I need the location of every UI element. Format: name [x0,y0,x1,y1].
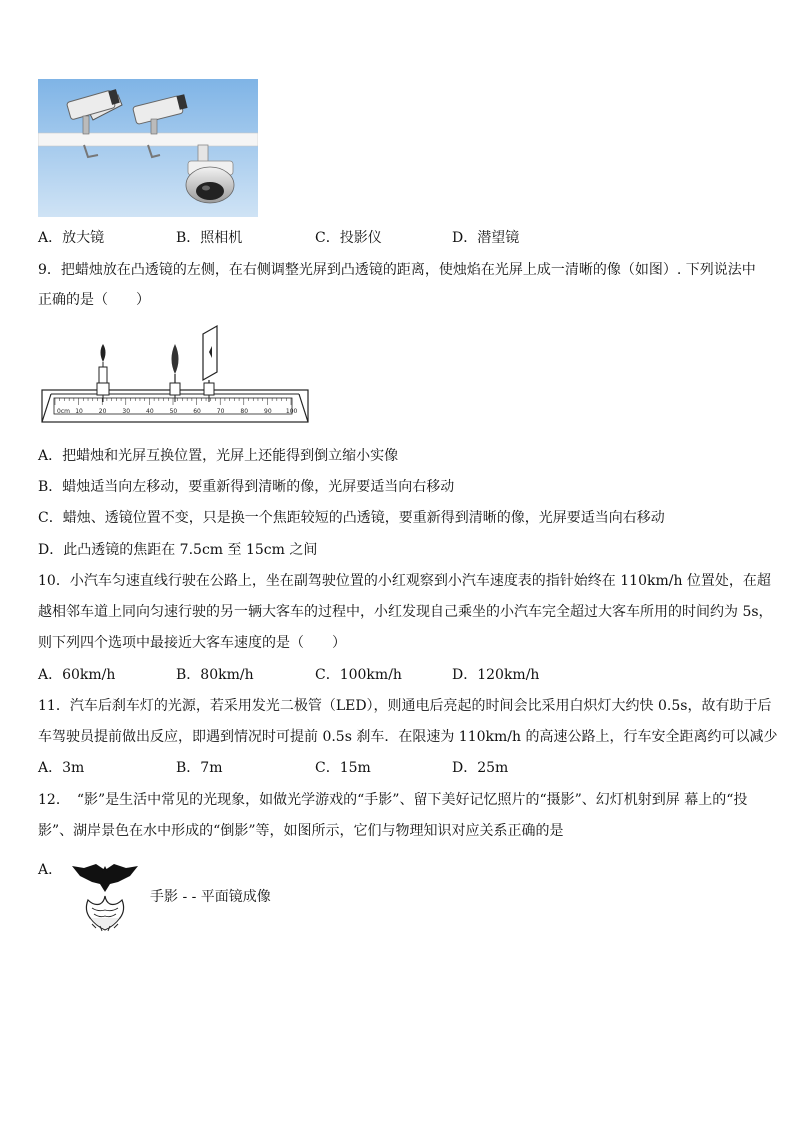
q10-stem-line3: 则下列四个选项中最接近大客车速度的是（ ） [38,635,346,651]
q12-option-a-prefix: A． [38,862,63,878]
q10-option-b: B．80km/h [176,667,254,683]
ruler-tick-label: 90 [264,408,272,415]
candle [97,344,109,402]
q9-option-c: C．蜡烛、透镜位置不变，只是换一个焦距较短的凸透镜，要重新得到清晰的像，光屏要适当向右移动 [38,510,665,526]
optical-bench-diagram [40,322,312,432]
q8-option-c: C．投影仪 [315,230,382,246]
ruler-tick-label: 30 [122,408,131,415]
ruler-tick-label: 80 [240,408,249,415]
camera-photo [38,79,258,217]
q9-option-d: D．此凸透镜的焦距在 7.5cm 至 15cm 之间 [38,542,318,558]
q8-option-d: D．潜望镜 [452,230,520,246]
q10-option-a: A．60km/h [38,667,116,683]
ruler-tick-label: 60 [193,408,201,415]
q11-stem-line2: 车驾驶员提前做出反应，即遇到情况时可提前 0.5s 刹车．在限速为 110km/h 的高速公路上，行车安全距离约可以减少 [38,729,778,745]
q9-stem-line2: 正确的是（ ） [38,292,150,308]
hand-shadow-image [66,862,144,934]
q11-option-c: C．15m [315,760,371,776]
q11-option-d: D．25m [452,760,509,776]
q11-option-a: A．3m [38,760,85,776]
q9-option-a: A．把蜡烛和光屏互换位置，光屏上还能得到倒立缩小实像 [38,448,399,464]
q10-stem-line1: 10．小汽车匀速直线行驶在公路上，坐在副驾驶位置的小红观察到小汽车速度表的指针始终在 110km/h 位置处，在超 [38,573,771,589]
q11-stem-line1: 11．汽车后刹车灯的光源，若采用发光二极管（LED），则通电后亮起的时间会比采用白炽灯大约快 0.5s，故有助于后 [38,698,772,714]
ruler-tick-label: 50 [169,408,178,415]
ruler-zero-label: 0cm [57,408,70,415]
q10-option-c: C．100km/h [315,667,402,683]
ruler-tick-label: 20 [98,408,107,415]
convex-lens [170,344,180,402]
q10-stem-line2: 越相邻车道上同向匀速行驶的另一辆大客车的过程中，小红发现自己乘坐的小汽车完全超过大客车所用的时间约为 5s， [38,604,773,620]
q10-option-d: D．120km/h [452,667,540,683]
q11-option-b: B．7m [176,760,223,776]
q12-stem-line1: 12． “影”是生活中常见的光现象，如做光学游戏的“手影”、留下美好记忆照片的“摄影”、幻灯机射到屏 幕上的“投 [38,792,748,808]
q8-option-a: A．放大镜 [38,230,105,246]
q12-stem-line2: 影”、湖岸景色在水中形成的“倒影”等，如图所示，它们与物理知识对应关系正确的是 [38,823,564,839]
ruler-tick-label: 70 [216,408,225,415]
ruler-tick-label: 100 [285,408,298,415]
q9-option-b: B．蜡烛适当向左移动，要重新得到清晰的像，光屏要适当向右移动 [38,479,455,495]
q9-stem-line1: 9．把蜡烛放在凸透镜的左侧，在右侧调整光屏到凸透镜的距离，使烛焰在光屏上成一清晰的像（如图）. 下列说法中 [38,262,756,278]
q12-option-a-caption: 手影 - - 平面镜成像 [150,889,271,905]
ruler-tick-label: 40 [146,408,154,415]
ruler-tick-label: 10 [75,408,83,415]
q8-option-b: B．照相机 [176,230,243,246]
